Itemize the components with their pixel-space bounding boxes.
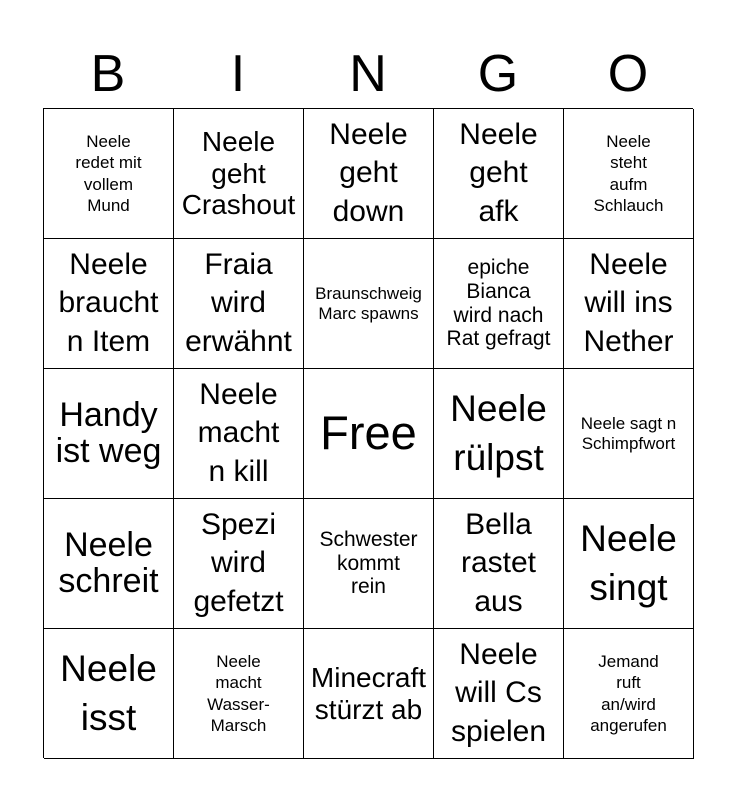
bingo-cell-text: Neele geht Crashout: [181, 126, 296, 221]
bingo-cell[interactable]: [174, 109, 304, 239]
bingo-cell-text: Neele will ins Nether: [583, 248, 674, 358]
header-letter-n: N: [349, 45, 387, 103]
bingo-cell-text: Neele will Cs spielen: [450, 638, 547, 748]
bingo-cell[interactable]: [564, 369, 694, 499]
bingo-cell-text: Neele isst: [60, 648, 157, 738]
bingo-cell-text: Neele macht Wasser- Marsch: [207, 652, 270, 735]
bingo-cell-text: Bella rastet aus: [460, 508, 537, 618]
bingo-cell[interactable]: [434, 239, 564, 369]
bingo-cell-text: Spezi wird gefetzt: [193, 508, 284, 618]
bingo-cell-free[interactable]: [304, 369, 434, 499]
bingo-cell-text: Neele geht down: [329, 118, 408, 228]
bingo-cell-text: Braunschweig Marc spawns: [315, 284, 422, 323]
bingo-cell[interactable]: [564, 239, 694, 369]
bingo-header: [43, 40, 693, 108]
bingo-cell[interactable]: [304, 109, 434, 239]
bingo-cell[interactable]: [564, 629, 694, 759]
bingo-cell[interactable]: [434, 369, 564, 499]
bingo-cell-text: Neele steht aufm Schlauch: [593, 132, 664, 215]
bingo-cell-text: Neele geht afk: [459, 118, 538, 228]
bingo-cell[interactable]: [44, 109, 174, 239]
bingo-cell[interactable]: [44, 499, 174, 629]
bingo-cell[interactable]: [174, 499, 304, 629]
bingo-cell-text: Neele macht n kill: [197, 378, 280, 488]
bingo-cell-text: Neele singt: [580, 518, 677, 608]
bingo-cell-text: Neele rülpst: [450, 388, 547, 478]
bingo-cell[interactable]: [174, 369, 304, 499]
bingo-cell-text: Free: [320, 406, 417, 460]
bingo-cell[interactable]: [174, 239, 304, 369]
bingo-cell-text: Neele sagt n Schimpfwort: [580, 414, 677, 453]
bingo-cell[interactable]: [304, 239, 434, 369]
bingo-cell[interactable]: [434, 499, 564, 629]
bingo-cell-text: Neele braucht n Item: [58, 248, 159, 358]
bingo-cell-text: Minecraft stürzt ab: [310, 662, 427, 725]
header-letter-g: G: [477, 45, 519, 103]
bingo-cell-text: Schwester kommt rein: [319, 527, 418, 599]
header-letter-b: B: [90, 45, 126, 103]
bingo-cell-text: Fraia wird erwähnt: [185, 248, 292, 358]
bingo-cell[interactable]: [564, 499, 694, 629]
bingo-cell[interactable]: [434, 629, 564, 759]
bingo-cell[interactable]: [434, 109, 564, 239]
bingo-cell[interactable]: [564, 109, 694, 239]
bingo-cell-text: Jemand ruft an/wird angerufen: [590, 652, 667, 735]
header-letter-o: O: [607, 45, 649, 103]
bingo-cell-text: Neele redet mit vollem Mund: [75, 132, 142, 215]
bingo-cell[interactable]: [174, 629, 304, 759]
bingo-cell[interactable]: [44, 369, 174, 499]
bingo-cell[interactable]: [44, 239, 174, 369]
bingo-cell[interactable]: [44, 629, 174, 759]
bingo-cell[interactable]: [304, 499, 434, 629]
header-letter-i: I: [230, 45, 246, 103]
bingo-card: [43, 108, 693, 758]
bingo-cell-text: Neele schreit: [58, 525, 159, 600]
bingo-cell-text: Handy ist weg: [55, 395, 162, 470]
bingo-cell[interactable]: [304, 629, 434, 759]
bingo-cell-text: epiche Bianca wird nach Rat gefragt: [446, 256, 551, 351]
